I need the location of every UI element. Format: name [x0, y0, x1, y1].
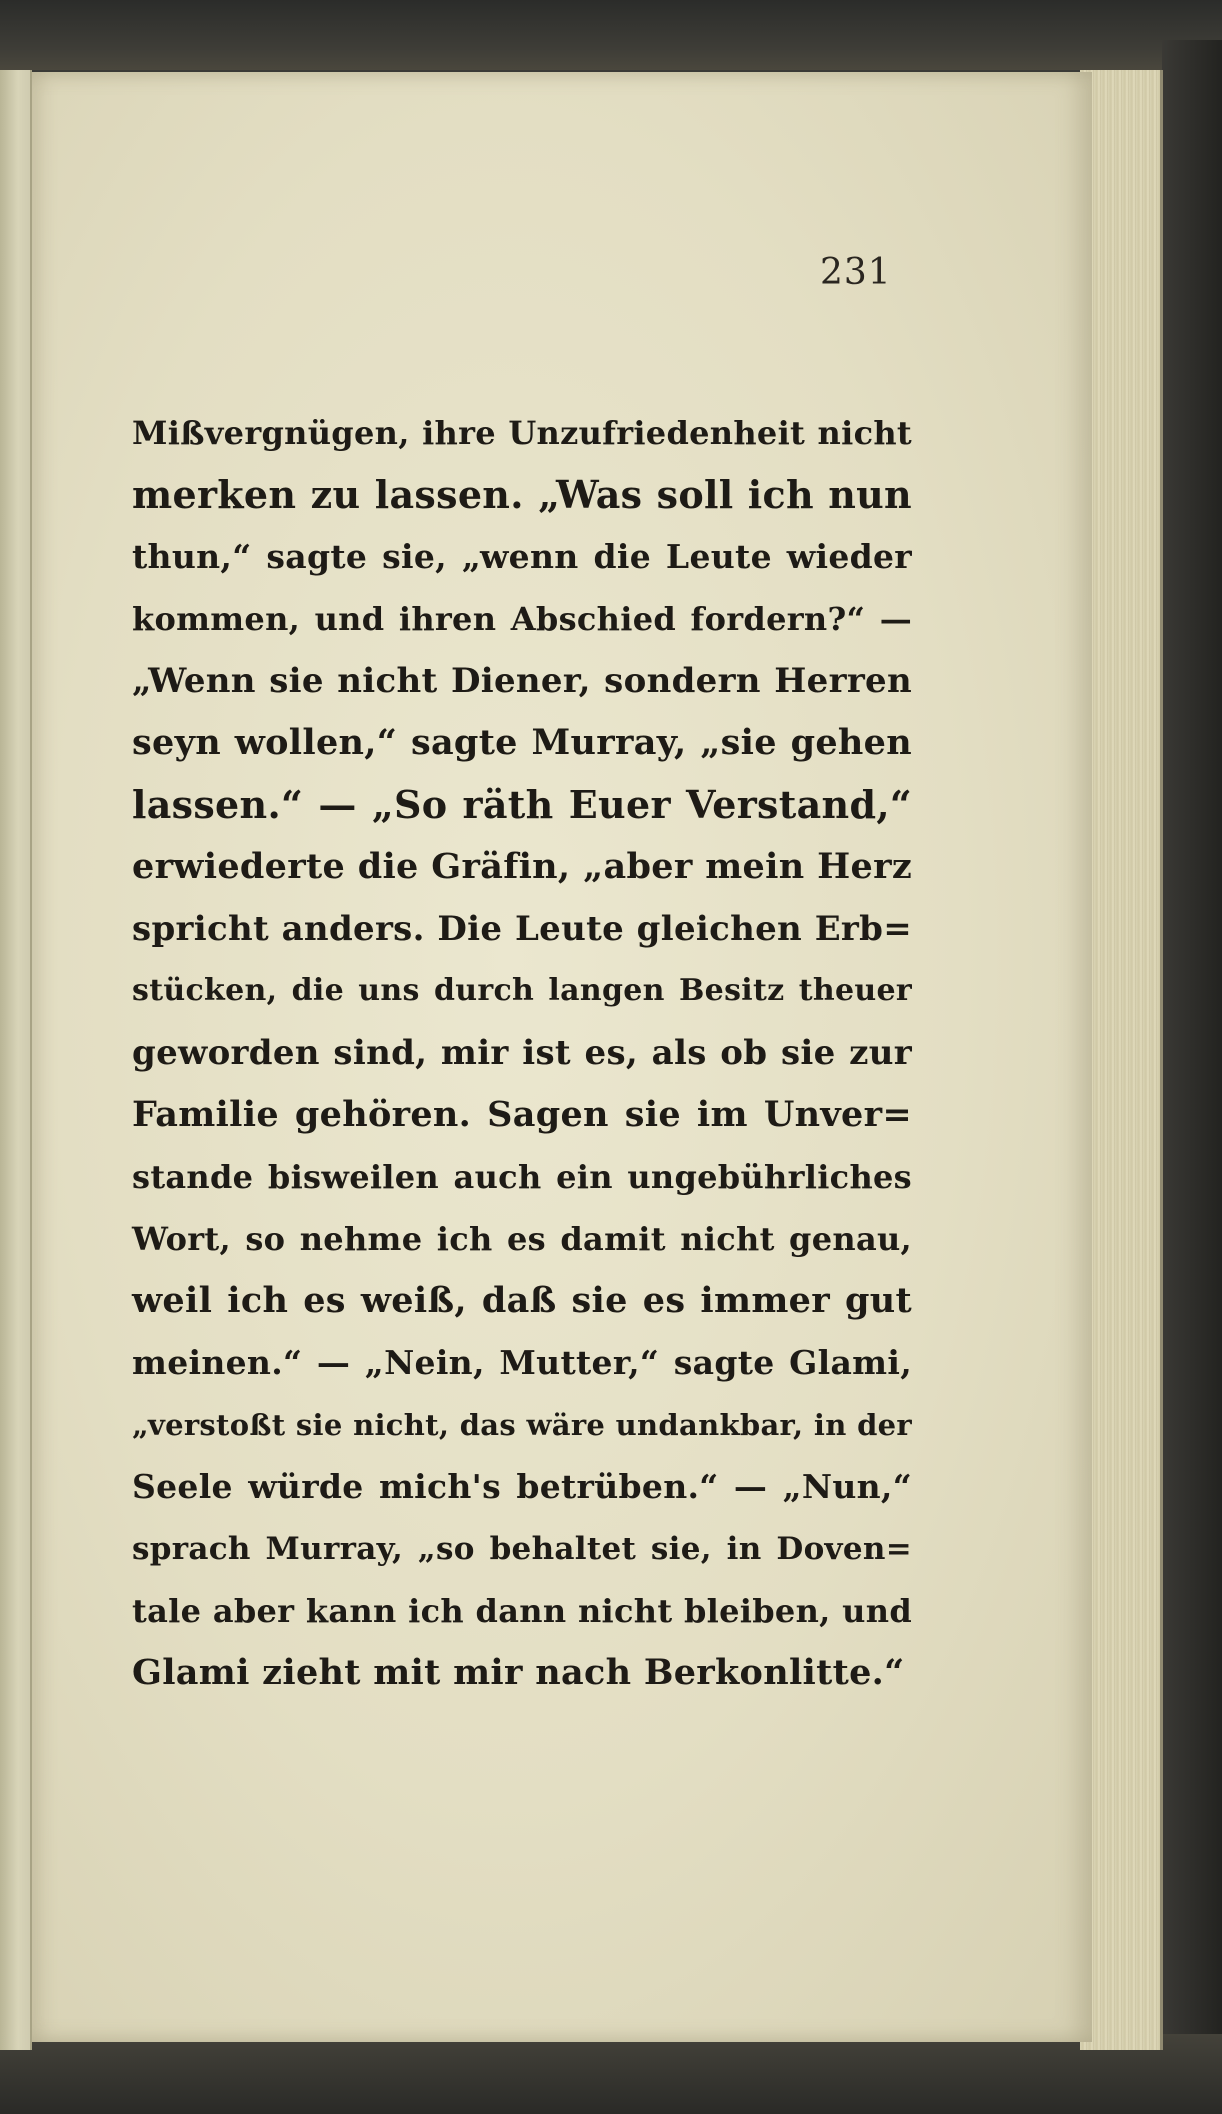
facing-page-edge — [0, 70, 32, 2050]
text-line: Wort, so nehme ich es damit nicht genau, — [132, 1220, 912, 1258]
text-line: Familie gehören. Sagen sie im Unver= — [132, 1094, 912, 1135]
book-page — [32, 72, 1092, 2042]
text-line: Seele würde mich's betrüben.“ — „Nun,“ — [132, 1467, 912, 1506]
text-line: lassen.“ — „So räth Euer Verstand,“ — [132, 782, 912, 827]
text-line: kommen, und ihren Abschied fordern?“ — — [132, 600, 912, 638]
text-line: stande bisweilen auch ein ungebührliches — [132, 1158, 912, 1196]
text-line: spricht anders. Die Leute gleichen Erb= — [132, 909, 912, 949]
book-cover-right-edge — [1162, 40, 1222, 2080]
text-line: merken zu lassen. „Was soll ich nun — [132, 472, 912, 517]
text-line: „verstoßt sie nicht, das wäre undankbar, in der — [132, 1408, 912, 1442]
text-line: weil ich es weiß, daß sie es immer gut — [132, 1280, 912, 1321]
text-line: Glami zieht mit mir nach Berkonlitte.“ — [132, 1652, 905, 1693]
text-line: sprach Murray, „so behaltet sie, in Doven= — [132, 1531, 912, 1567]
text-line: geworden sind, mir ist es, als ob sie zur — [132, 1033, 912, 1073]
text-line: „Wenn sie nicht Diener, sondern Herren — [132, 661, 912, 701]
page-stack-edges — [1080, 70, 1163, 2050]
page-number: 231 — [820, 252, 892, 293]
text-line: meinen.“ — „Nein, Mutter,“ sagte Glami, — [132, 1343, 912, 1382]
text-line: stücken, die uns durch langen Besitz theuer — [132, 973, 912, 1008]
body-text — [132, 402, 912, 1704]
text-line: erwiederte die Gräfin, „aber mein Herz — [132, 846, 912, 887]
book-cover-bottom-edge — [0, 2034, 1222, 2114]
text-line: Mißvergnügen, ihre Unzufriedenheit nicht — [132, 414, 912, 452]
text-line: thun,“ sagte sie, „wenn die Leute wieder — [132, 537, 912, 576]
book-cover-top-edge — [0, 0, 1222, 70]
text-line: seyn wollen,“ sagte Murray, „sie gehen — [132, 722, 912, 763]
text-line: tale aber kann ich dann nicht bleiben, und — [132, 1592, 912, 1630]
